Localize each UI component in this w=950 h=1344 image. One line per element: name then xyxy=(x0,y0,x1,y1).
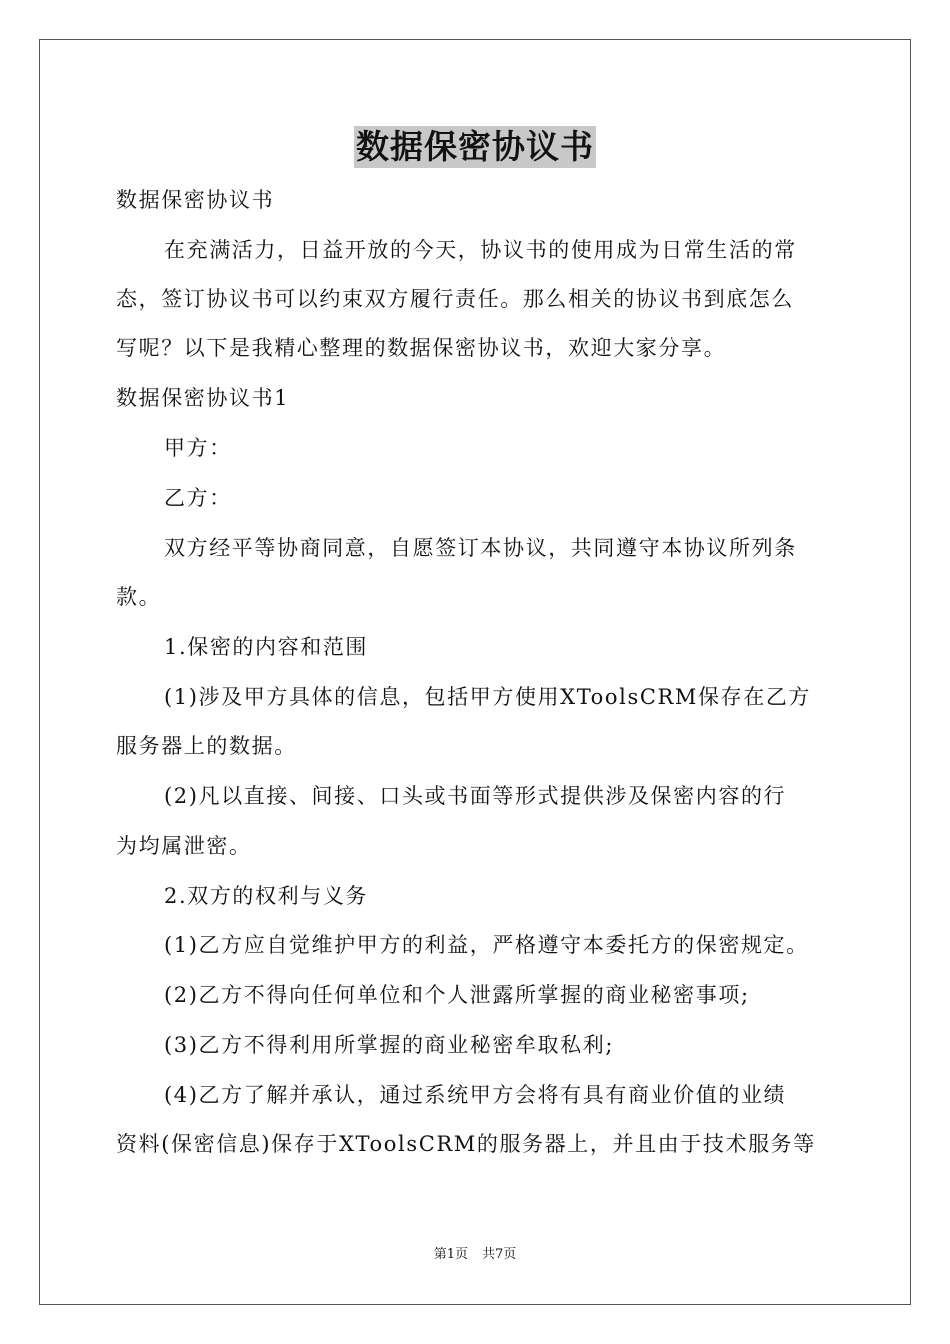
paragraph-line: 在充满活力，日益开放的今天，协议书的使用成为日常生活的常 xyxy=(164,238,797,262)
clause-item: 为均属泄密。 xyxy=(116,834,252,858)
clause-heading: 2.双方的权利与义务 xyxy=(164,884,369,908)
page-footer xyxy=(0,1246,950,1264)
paragraph-line: 写呢？以下是我精心整理的数据保密协议书，欢迎大家分享。 xyxy=(116,336,727,360)
paragraph-line: 双方经平等协商同意，自愿签订本协议，共同遵守本协议所列条 xyxy=(164,536,797,560)
title-container xyxy=(0,126,950,168)
document-title: 数据保密协议书 xyxy=(356,127,594,166)
party-b-label: 乙方： xyxy=(164,486,232,510)
page-border xyxy=(39,39,911,1305)
clause-heading: 1.保密的内容和范围 xyxy=(164,635,369,659)
paragraph-line: 态，签订协议书可以约束双方履行责任。那么相关的协议书到底怎么 xyxy=(116,287,794,311)
clause-item: (2)乙方不得向任何单位和个人泄露所掌握的商业秘密事项; xyxy=(164,983,750,1007)
page-total: 共7页 xyxy=(482,1247,517,1262)
clause-item: 资料(保密信息)保存于XToolsCRM的服务器上，并且由于技术服务等 xyxy=(116,1132,816,1156)
document-subtitle: 数据保密协议书 xyxy=(116,188,275,212)
clause-item: (3)乙方不得利用所掌握的商业秘密牟取私利; xyxy=(164,1033,615,1057)
clause-item: (1)涉及甲方具体的信息，包括甲方使用XToolsCRM保存在乙方 xyxy=(164,685,812,709)
clause-item: (1)乙方应自觉维护甲方的利益，严格遵守本委托方的保密规定。 xyxy=(164,933,809,957)
clause-item: (4)乙方了解并承认，通过系统甲方会将有具有商业价值的业绩 xyxy=(164,1083,787,1107)
paragraph-line: 款。 xyxy=(116,585,162,609)
clause-item: 服务器上的数据。 xyxy=(116,734,297,758)
page-number: 第1页 xyxy=(433,1247,468,1262)
party-a-label: 甲方： xyxy=(164,436,232,460)
clause-item: (2)凡以直接、间接、口头或书面等形式提供涉及保密内容的行 xyxy=(164,784,787,808)
section-heading: 数据保密协议书1 xyxy=(116,386,290,410)
